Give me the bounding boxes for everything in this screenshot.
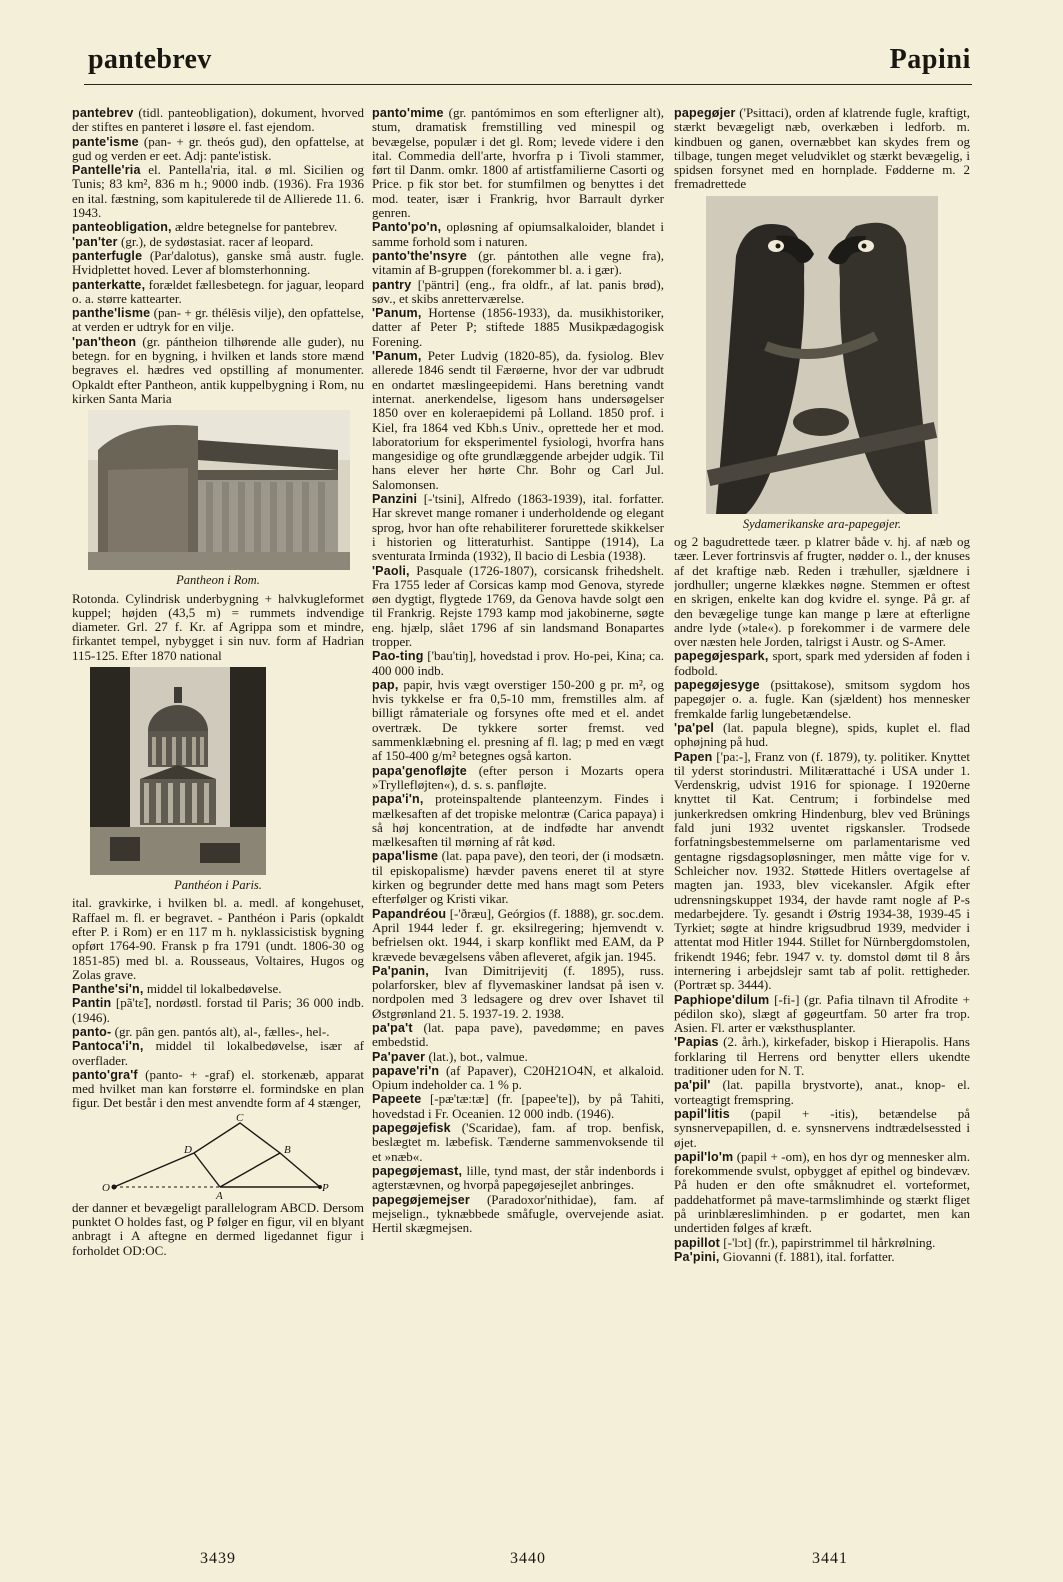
definition: (Par'dalotus), ganske små austr. fugle. Hvidplettet hoved. Lever af blomsterhonning. bbox=[72, 247, 364, 278]
header-rule bbox=[84, 84, 972, 85]
dictionary-entry bbox=[72, 278, 364, 307]
headword: panto'the'nsyre bbox=[372, 248, 468, 263]
headword: papave'ri'n bbox=[372, 1063, 440, 1078]
headword: Pao-ting bbox=[372, 649, 424, 664]
pantheon-paris-photo bbox=[90, 667, 266, 875]
definition: (gr.), de sydøstasiat. racer af leopard. bbox=[117, 233, 314, 249]
caption-parrots: Sydamerikanske ara-papegøjer. bbox=[742, 516, 902, 531]
headword: 'Panum, bbox=[372, 306, 422, 321]
caption-pantheon-paris: Panthéon i Paris. bbox=[174, 878, 262, 893]
headword: panthe'lisme bbox=[72, 306, 151, 321]
headword: papegøjefisk bbox=[372, 1121, 451, 1136]
definition: (papil + -om), en hos dyr og mennesker alm. forekommende svulst, opbygget af epithel og bindevæv. På huden er den ofte småknudret el. vorteformet, paddehatformet på mave-tarmslimhinde og stærkt fliget på urinblæreslimhinden. p er godartet, men kan undertiden følges af kræft. bbox=[674, 1148, 970, 1236]
definition: (lat. papa pave), pavedømme; en paves embedstid. bbox=[372, 1020, 664, 1050]
headword: Panthe'si'n, bbox=[72, 982, 144, 997]
definition: ['bau'tiŋ], hovedstad i prov. Ho-pei, Kina; ca. 400 000 indb. bbox=[372, 648, 664, 678]
definition: (psittakose), smitsom sygdom hos papegøjer o. a. fugle. Kan (sjældent) hos mennesker fremkalde farlig lungebetændelse. bbox=[674, 677, 970, 721]
dictionary-entry bbox=[674, 1250, 970, 1264]
headword: panto'mime bbox=[372, 106, 444, 120]
headword: pante'isme bbox=[72, 134, 139, 149]
dictionary-entry bbox=[372, 1092, 664, 1121]
definition: papir, hvis vægt overstiger 150-200 g pr. m², og hvis tykkelse er fra 0,5-10 mm, fremstilles alm. af billigt råmateriale og forsynes ofte med et el. andet overtræk. De tykkere sorter fremst. ved sammenklæbning el. presning af fl. lag; p med en vægt af 150-400 g/m² betegnes også karton. bbox=[372, 676, 664, 764]
dictionary-entry bbox=[72, 1068, 364, 1111]
dictionary-entry bbox=[674, 1035, 970, 1078]
dictionary-entry bbox=[674, 1078, 970, 1107]
headword: 'pa'pel bbox=[674, 720, 714, 735]
dictionary-entry bbox=[674, 750, 970, 993]
definition: (pan- + gr. thélēsis vilje), den opfattelse, at verden er udtryk for en vilje. bbox=[72, 305, 364, 335]
dictionary-entry bbox=[372, 1164, 664, 1193]
dictionary-entry bbox=[674, 721, 970, 750]
dictionary-entry bbox=[372, 106, 664, 220]
figure-pantheon-paris bbox=[72, 667, 364, 892]
headword: papegøjesyge bbox=[674, 678, 760, 693]
dictionary-entry bbox=[372, 792, 664, 849]
definition: [-pæ'tæ:tæ] (fr. [papee'te]), by på Tahiti, hovedstad i Fr. Oceanien. 12 000 indb. (1946). bbox=[372, 1091, 664, 1121]
definition: ['päntri] (eng., fra oldfr., af lat. panis brød), søv., et skibs anretterværelse. bbox=[372, 276, 664, 306]
definition: [-fi-] (gr. Pafia tilnavn til Afrodite + pédilon sko), slægt af gøgeurtfam. 50 arter fra trop. Asien. Fl. arter er væksthusplanter. bbox=[674, 991, 970, 1036]
entries-column-3 bbox=[674, 649, 970, 1264]
headword: pap, bbox=[372, 677, 399, 692]
dictionary-entry bbox=[674, 993, 970, 1036]
headword: pa'pa't bbox=[372, 1021, 413, 1035]
definition: (gr. pân gen. pantós alt), al-, fælles-, hel-. bbox=[111, 1023, 330, 1039]
dictionary-entry bbox=[372, 1193, 664, 1236]
headword: pa'pil' bbox=[674, 1078, 711, 1093]
definition: el. Pantella'ria, ital. ø ml. Sicilien og Tunis; 83 km², 836 m h.; 9000 indb. (1936). Fra 1936 en ital. fæstning, som kapitulerede til de Allierede 11. 6. 1943. bbox=[72, 162, 364, 221]
label-o: O bbox=[102, 1181, 110, 1194]
pantheon-continuation-1: Rotonda. Cylindrisk underbygning + halvkugleformet kuppel; højden (43,5 m) = rummets indvendige diameter. Grl. 27 f. Kr. af Agrippa som et mindre, firkantet tempel, nybygget i sin nuv. form af Hadrian 115-125. Efter 1870 national bbox=[72, 590, 364, 663]
headword: papillot bbox=[674, 1235, 721, 1250]
headword: panto'gra'f bbox=[72, 1067, 138, 1082]
label-b: B bbox=[284, 1143, 291, 1156]
headword: Pantelle'ria bbox=[72, 163, 141, 178]
dictionary-entry bbox=[674, 1150, 970, 1236]
dictionary-entry bbox=[372, 849, 664, 906]
dictionary-entry bbox=[372, 1050, 664, 1064]
definition: ['pa:-], Franz von (f. 1879), ty. politiker. Knyttet til yderst storindustri. Militærattaché i USA under 1. Verdenskrig, udvist 1916 for spionage. I 1920erne knyttet til Kat. Centrum; i forbindelse med junkerkredsen omkring Hindenburg, blev ved Brünings fald juni 1932 uventet rigskansler. Trodsede forfatningsbestemmelserne om parlamentarisme ved gentagne rigsdagsopløsninger, men måtte vige for v. Schleicher nov. 1932. Støttede Hitlers overtagelse af magten jan. 1933, blev vicekansler. Afgik efter udrensningskuppet 1934, der havde ramt nogle af P-s medarbejdere. Ty. gesandt i Østrig 1934-38, 1939-45 i Tyrkiet; søgte at hindre krigsudbrud 1939, medvider i attentat mod Hitler 1944. Stillet for Nürnbergdomstolen, frikendt 1946; febr. 1947 v. ty. domstol dømt til 8 års internering i arbejdslejr samt tab af polit. rettigheder. (Portræt sp. 3444). bbox=[674, 748, 970, 993]
dictionary-entry bbox=[72, 220, 364, 234]
definition: (panto- + -graf) el. storkenæb, apparat med hvilket man kan forstørre el. formindske en plan figur. Det består i den mest anvendte form af 4 stænger, bbox=[72, 1066, 364, 1111]
definition: (2. årh.), kirkefader, biskop i Hierapolis. Hans forklaring til Herrens ord benytter ellers ukendte traditioner uden for N. T. bbox=[674, 1034, 970, 1079]
page-number-left: 3439 bbox=[200, 1550, 236, 1567]
figure-parrots bbox=[674, 196, 970, 531]
headword: 'Paoli, bbox=[372, 563, 410, 578]
definition: [-'tsini], Alfredo (1863-1939), ital. forfatter. Har skrevet mange romaner i underholdende og elegant sprog, hvor han ofte rehabiliterer forurettede skikkelser i historien og litteraturhist. Santippe (1914), La sventurata Irminda (1932), Il bacio di Lesbia (1938). bbox=[372, 491, 664, 564]
dictionary-entry bbox=[372, 1121, 664, 1164]
definition: (lat. papa pave), den teori, der (i modsætn. til episkopalisme) hævder pavens eneret til at styre kirken og begrunder dette med hans magt som Peters efterfølger og Kristi vikar. bbox=[372, 848, 664, 907]
definition: proteinspaltende planteenzym. Findes i mælkesaften af det tropiske melontræ (Carica papaya) i så høj koncentration, at de indfødte har anvendt mælkesaften til mørning af råt kød. bbox=[372, 791, 664, 850]
definition: middel til lokalbedøvelse. bbox=[143, 981, 282, 997]
running-head-left: pantebrev bbox=[88, 44, 212, 75]
headword: 'Panum, bbox=[372, 349, 422, 364]
definition: (papil + -itis), betændelse på synsnervepapillen, d. e. synsnervens indtrædelsessted i øjet. bbox=[674, 1105, 970, 1150]
dictionary-entry bbox=[372, 564, 664, 650]
headword: panterkatte, bbox=[72, 277, 146, 292]
entries-group-b bbox=[72, 982, 364, 1111]
parrots-photo bbox=[706, 196, 938, 514]
headword: papegøjer bbox=[674, 106, 736, 120]
label-p: P bbox=[322, 1181, 329, 1194]
definition: Ivan Dimitrijevitj (f. 1895), russ. polarforsker, blev af flyvemaskiner landsat på isen v. nordpolen med 3 ledsagere og drev over Ishavet til Østgrønland 21. 5. 1937-19. 2. 1938. bbox=[372, 962, 664, 1021]
dictionary-entry bbox=[72, 106, 364, 135]
dictionary-entry bbox=[72, 135, 364, 164]
headword: Pa'paver bbox=[372, 1049, 426, 1064]
dictionary-entry bbox=[674, 1236, 970, 1250]
headword: panterfugle bbox=[72, 248, 143, 263]
page-number-right: 3441 bbox=[812, 1550, 848, 1567]
headword: papil'lo'm bbox=[674, 1149, 734, 1164]
definition: (lat.), bot., valmue. bbox=[425, 1048, 528, 1064]
headword: papa'i'n, bbox=[372, 792, 424, 807]
dictionary-entry bbox=[72, 1025, 364, 1039]
definition: (lat. papilla brystvorte), anat., knop- el. vorteagtigt fremspring. bbox=[674, 1077, 970, 1107]
headword: 'Papias bbox=[674, 1035, 719, 1050]
definition: (Paradoxor'nithidae), fam. af mejselign., tyknæbbede småfugle, overvejende asiat. Hertil skægmejsen. bbox=[372, 1191, 664, 1236]
definition: ældre betegnelse for pantebrev. bbox=[171, 219, 338, 235]
definition: Hortense (1856-1933), da. musikhistoriker, datter af Peter P; stiftede 1885 Musikpædagogisk Forening. bbox=[372, 305, 664, 349]
definition: [-'lɔt] (fr.), papirstrimmel til hårkrølning. bbox=[720, 1234, 936, 1250]
label-a: A bbox=[216, 1189, 223, 1202]
dictionary-entry bbox=[372, 964, 664, 1021]
dictionary-entry bbox=[72, 249, 364, 278]
column-3441 bbox=[674, 106, 970, 1506]
headword: papa'genofløjte bbox=[372, 763, 467, 778]
entry-papegojer bbox=[674, 106, 970, 192]
definition: ('Psittaci), orden af klatrende fugle, kraftigt, stærkt bevægeligt næb, overkæben i ledforb. m. kindbuen og ganen, overnæbbet kan skydes frem og tilbage, tungen meget veludviklet og stærkt bevægelig, i spidsen forsynet med en hornplade. Fødderne m. 2 fremadrettede bbox=[674, 106, 970, 192]
dictionary-entry bbox=[372, 1021, 664, 1050]
definition: (gr. pántheion tilhørende alle guder), nu betegn. for en bygning, i hvilken et lands store mænd begraves el. hædres ved opstilling af monumenter. Opkaldt efter Pantheon, antik kuppelbygning i Rom, nu kirken Santa Maria bbox=[72, 333, 364, 406]
definition: (pan- + gr. theós gud), den opfattelse, at gud og verden er eet. Adj: pante'istisk. bbox=[72, 133, 364, 163]
headword: pantry bbox=[372, 277, 412, 292]
headword: papegøjespark, bbox=[674, 649, 769, 664]
label-c: C bbox=[236, 1111, 244, 1124]
dictionary-entry bbox=[372, 1064, 664, 1093]
column-3440 bbox=[372, 106, 664, 1506]
entries-column-2 bbox=[372, 106, 664, 1235]
definition: Pasquale (1726-1807), corsicansk frihedshelt. Fra 1755 leder af Corsicas kamp mod Genova, styrede øen dygtigt, flygtede 1769, da Genova havde solgt øen til Frankrig. Rejste 1793 kamp mod jakobinerne, søgte eng. hjælp, slået 1796 af sin landsmand Bonapartes tropper. bbox=[372, 562, 664, 649]
dictionary-entry bbox=[372, 306, 664, 349]
headword: 'pan'theon bbox=[72, 334, 137, 349]
definition: (lat. papula blegne), spids, kuplet el. flad ophøjning på hud. bbox=[674, 719, 970, 750]
headword: Papen bbox=[674, 749, 713, 764]
definition: [-'ðræu], Geórgios (f. 1888), gr. soc.dem. April 1944 leder f. gr. eksilregering; hjemvendt v. befrielsen okt. 1944, i skarp konflikt med EAM, da P krævede bevægelsens våben afleveret, afgik jan. 1945. bbox=[372, 905, 664, 964]
pantograph-continuation: der danner et bevægeligt parallelogram ABCD. Dersom punktet O holdes fast, og P følger en figur, vil en blyant anbragt i A aftegne en dermed ligedannet figur i forholdet OD:OC. bbox=[72, 1199, 364, 1258]
pantograph-diagram bbox=[102, 1111, 332, 1202]
dictionary-entry bbox=[72, 335, 364, 406]
dictionary-entry bbox=[372, 907, 664, 964]
headword: 'pan'ter bbox=[72, 234, 118, 249]
headword: papa'lisme bbox=[372, 849, 439, 864]
dictionary-entry bbox=[72, 235, 364, 249]
definition: sport, spark med ydersiden af foden i fodbold. bbox=[674, 648, 970, 678]
caption-pantheon-rome: Pantheon i Rom. bbox=[176, 573, 260, 588]
headword: panteobligation, bbox=[72, 220, 172, 235]
dictionary-entry bbox=[372, 678, 664, 764]
definition: (gr. pántothen alle vegne fra), vitamin af B-gruppen (forekommer bl. a. i gær). bbox=[372, 247, 664, 278]
headword: Panzini bbox=[372, 492, 418, 507]
headword: Pa'panin, bbox=[372, 963, 429, 978]
headword: Panto'po'n, bbox=[372, 220, 442, 235]
definition: Giovanni (f. 1881), ital. forfatter. bbox=[719, 1248, 895, 1264]
dictionary-entry bbox=[372, 349, 664, 492]
definition: ('Scaridae), fam. af trop. benfisk, beslægtet m. læbefisk. Tænderne sammenvoksende til et »næb«. bbox=[372, 1120, 664, 1164]
headword: papegøjemast, bbox=[372, 1163, 463, 1178]
dictionary-entry bbox=[372, 220, 664, 249]
pantheon-rome-photo bbox=[88, 410, 350, 570]
dictionary-entry bbox=[372, 249, 664, 278]
dictionary-entry bbox=[72, 1039, 364, 1068]
definition: lille, tynd mast, der står indenbords i agterstævnen, og hvorpå papegøjesejlet anbringes. bbox=[372, 1162, 664, 1193]
definition: Peter Ludvig (1820-85), da. fysiolog. Blev allerede 1846 sendt til Færøerne, hvor der var udbrudt en ondartet mæslingeepidemi. Hans beretning vandt internat. anerkendelse, ligesom hans undersøgelser 1850 over en koleraepidemi på Lolland. 1850 prof. i Kiel, fra 1864 ved Kbh.s Univ., oprettede her et mod. laboratorium for eksperimentel fysiologi, hvorfra hans mangesidige og ofte grundlæggende arbejder udgik. Til hans elever her hørte Chr. Bohr og Carl Jul. Salomonsen. bbox=[372, 348, 664, 492]
headword: Papandréou bbox=[372, 906, 447, 921]
dictionary-entry bbox=[72, 996, 364, 1025]
definition: middel til lokalbedøvelse, især af overflader. bbox=[72, 1038, 364, 1068]
headword: papegøjemejser bbox=[372, 1192, 470, 1207]
dictionary-entry bbox=[372, 492, 664, 563]
dictionary-entry bbox=[372, 278, 664, 307]
definition: (gr. pantómimos en som efterligner alt), stum, dramatisk fremstilling ved minespil og bevægelse, populær i det gl. Rom; levede videre i den ital. Commedia dell'arte, hvorfra p i Tivoli stammer, ført til Danm. omkr. 1800 af artistfamilierne Casorti og Price. p fik stor bet. for stumfilmen og benyttes i det mod. teater, især i Frankrig, hvor Barrault dyrker genren. bbox=[372, 106, 664, 221]
definition: (efter person i Mozarts opera »Tryllefløjten«), d. s. s. panfløjte. bbox=[372, 762, 664, 792]
dictionary-entry bbox=[72, 982, 364, 996]
definition: (tidl. panteobligation), dokument, hvorved der stiftes en panteret i løsøre el. fast ejendom. bbox=[72, 106, 364, 135]
headword: Pa'pini, bbox=[674, 1249, 720, 1264]
headword: Pantin bbox=[72, 996, 112, 1011]
definition: forældet fællesbetegn. for jaguar, leopard o. a. større kattearter. bbox=[72, 276, 364, 306]
definition: (af Papaver), C20H21O4N, et alkaloid. Opium indeholder ca. 1 % p. bbox=[372, 1062, 664, 1093]
label-d: D bbox=[184, 1143, 192, 1156]
entries-group-a bbox=[72, 106, 364, 406]
dictionary-entry bbox=[674, 678, 970, 721]
dictionary-entry bbox=[372, 764, 664, 793]
figure-pantheon-rome bbox=[72, 410, 364, 587]
headword: Papeete bbox=[372, 1092, 422, 1107]
dictionary-entry bbox=[72, 163, 364, 220]
column-3439 bbox=[72, 106, 364, 1506]
headword: papil'litis bbox=[674, 1106, 730, 1121]
headword: pantebrev bbox=[72, 106, 134, 120]
headword: panto- bbox=[72, 1024, 112, 1039]
headword: Pantoca'i'n, bbox=[72, 1039, 144, 1054]
dictionary-entry bbox=[72, 306, 364, 335]
definition: [pã'tɛ̃], nordøstl. forstad til Paris; 36 000 indb. (1946). bbox=[72, 995, 364, 1025]
dictionary-entry bbox=[674, 1107, 970, 1150]
page-number-middle: 3440 bbox=[510, 1550, 546, 1567]
headword: Paphiope'dilum bbox=[674, 992, 770, 1007]
dictionary-entry bbox=[372, 649, 664, 678]
pantheon-continuation-2: ital. gravkirke, i hvilken bl. a. medl. af kongehuset, Raffael m. fl. er begravet. - Panthéon i Paris (opkaldt efter P. i Rom) er en 117 m h. nyklassicistisk bygning opført 1764-90. Fransk p fra 1791 (undt. 1806-30 og 1851-85) med bl. a. Rousseaus, Voltaires, Hugos og Zolas grave. bbox=[72, 895, 364, 982]
dictionary-entry bbox=[674, 649, 970, 678]
running-head-right: Papini bbox=[889, 44, 971, 75]
definition: opløsning af opiumsalkaloider, blandet i samme forhold som i naturen. bbox=[372, 219, 664, 249]
papegojer-continuation: og 2 bagudrettede tæer. p klatrer både v. hj. af næb og tæer. Lever fortrinsvis af frugter, nødder o. l., der knuses af det kraftige næb. Reden i træhuller, sjældnere i jordhuller; ungerne klækkes nøgne. Stemmen er oftest en skrigen, enkelte kan dog kvidre el. synge. På gr. af den bevægelige tunge kan mange p lære at efterligne andre lyde (»tale«). p forekommer i de varmere dele over næsten hele Jorden, talrigst i Austr. og S-Amer. bbox=[674, 534, 970, 650]
